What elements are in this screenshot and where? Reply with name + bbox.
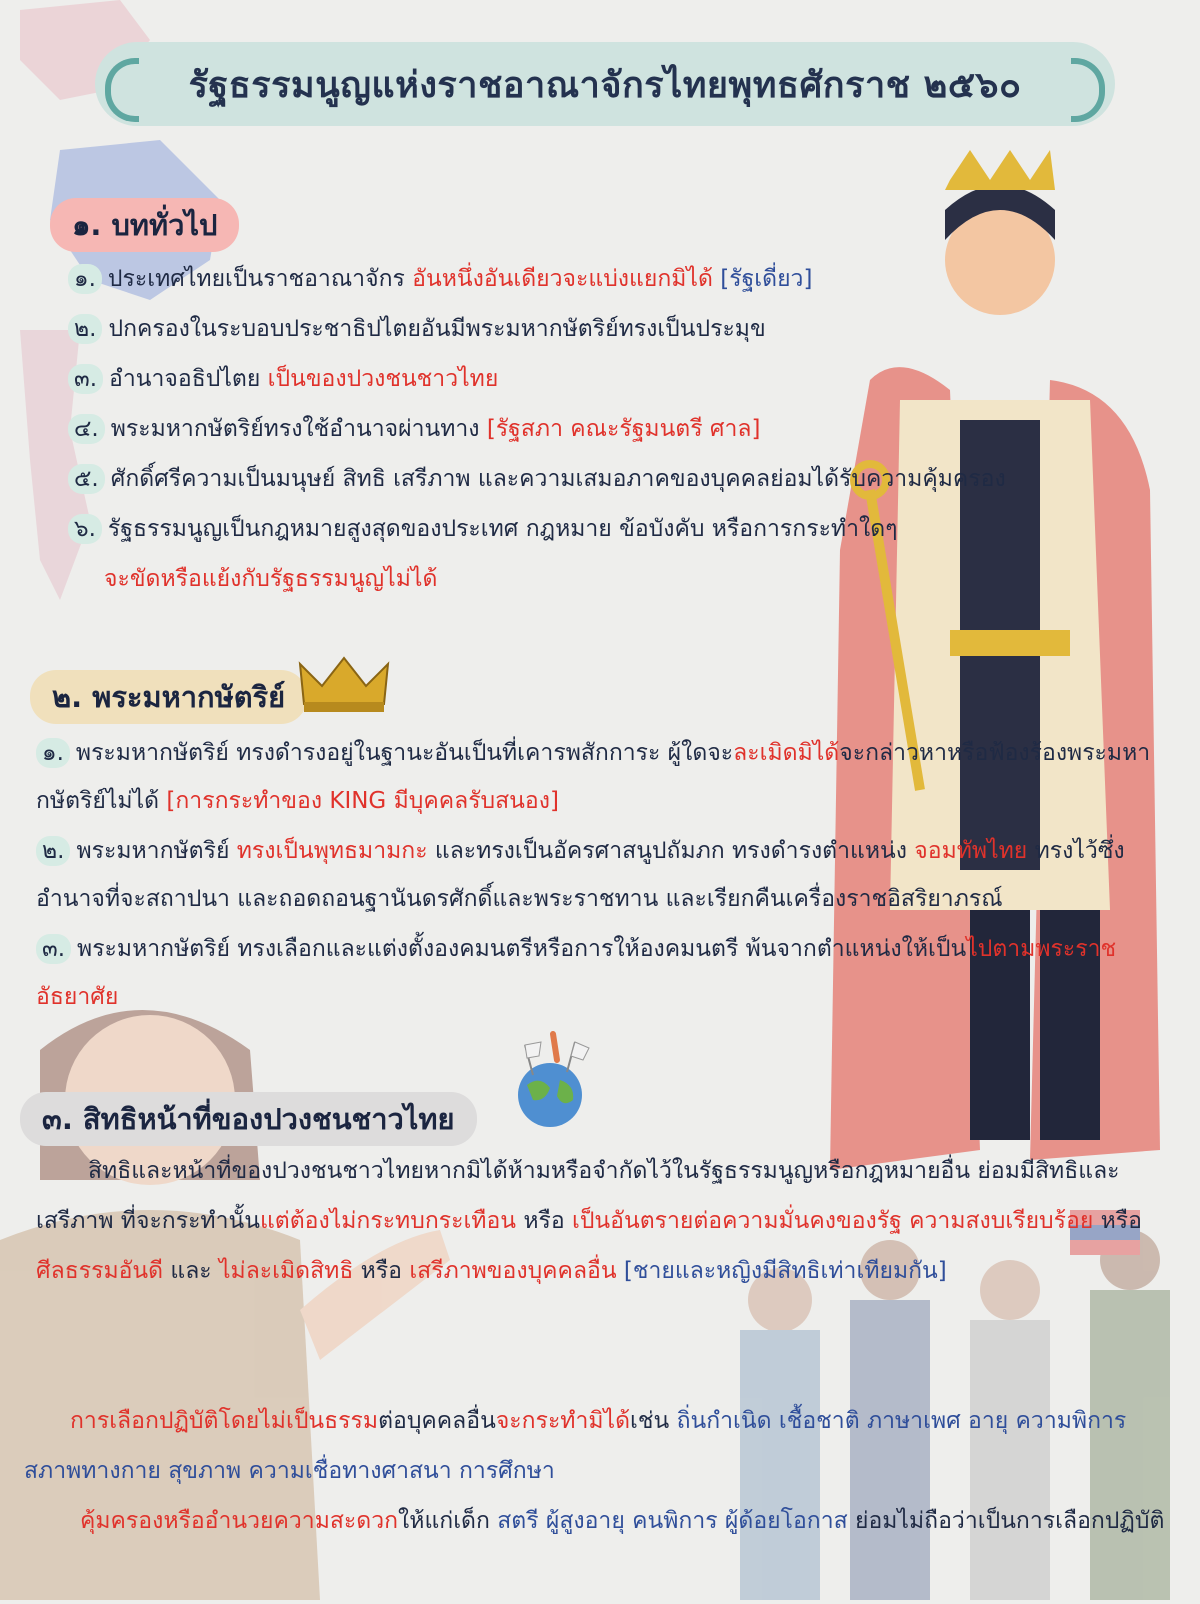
section-1-item [68,514,898,544]
item-text: เช่น [630,1408,677,1434]
section-3-line-4 [70,1406,1126,1436]
item-text: กษัตริย์ไม่ได้ [36,788,167,814]
item-text: รัฐธรรมนูญเป็นกฎหมายสูงสุดของประเทศ กฎหมาย ข้อบังคับ หรือการกระทำใดๆ [107,516,898,542]
item-text: ทรงไว้ซึ่ง [1027,838,1125,864]
item-highlight: คุ้มครองหรืออำนวยความสะดวก [80,1508,399,1534]
item-highlight: แต่ต้องไม่กระทบกระเทือน [259,1208,517,1234]
item-bracket: ] [751,416,761,442]
item-number: ๖. [68,514,102,544]
item-highlight: อันหนึ่งอันเดียวจะแบ่งแยกมิได้ [412,266,713,292]
section-1-item [68,364,498,394]
item-number: ๕. [68,464,105,494]
section-3-line-6 [80,1506,1164,1536]
item-text: หรือ [353,1258,410,1284]
section-3-line-5: สภาพทางกาย สุขภาพ ความเชื่อทางศาสนา การศึกษา [24,1458,555,1484]
item-text: ต่อบุคคลอื่น [378,1408,496,1434]
section-2-paragraph-2-line-1 [36,836,1125,866]
item-text: ให้แก่เด็ก [398,1508,498,1534]
item-number: ๒. [68,314,102,344]
item-text: พระมหากษัตริย์ [76,838,237,864]
item-highlight: เป็นอันตรายต่อความมั่นคงของรัฐ ความสงบเรียบร้อย [571,1208,1094,1234]
item-note: [รัฐเดี่ยว] [712,266,813,292]
item-highlight: เสรีภาพของบุคคลอื่น [409,1258,617,1284]
item-text: ศักดิ์ศรีความเป็นมนุษย์ สิทธิ เสรีภาพ และความเสมอภาคของบุคคลย่อมได้รับความคุ้มครอง [110,466,1006,492]
item-text: เสรีภาพ ที่จะกระทำนั้น [36,1208,260,1234]
item-highlight: จอมทัพไทย [914,838,1028,864]
section-2-heading: ๒. พระมหากษัตริย์ [30,670,307,724]
section-1-item-continuation: จะขัดหรือแย้งกับรัฐธรรมนูญไม่ได้ [104,566,438,592]
item-highlight: ทรงเป็นพุทธมามกะ [236,838,428,864]
section-2-paragraph-3-line-1 [36,934,1116,964]
item-number: ๓. [68,364,103,394]
section-1-item [68,464,1006,494]
king-illustration [830,150,1160,1190]
item-text: อำนาจอธิปไตย [109,366,268,392]
section-1-item [68,264,812,294]
section-3-heading: ๓. สิทธิหน้าที่ของปวงชนชาวไทย [20,1092,477,1146]
item-number: ๔. [68,414,105,444]
item-text: พระมหากษัตริย์ทรงใช้อำนาจผ่านทาง [110,416,487,442]
item-number: ๑. [36,738,70,768]
item-bracket: [ [486,416,496,442]
section-1-item [68,314,766,344]
globe-icon [505,1030,595,1130]
section-3-line-1: สิทธิและหน้าที่ของปวงชนชาวไทยหากมิได้ห้ามหรือจำกัดไว้ในรัฐธรรมนูญหรือกฎหมายอื่น ย่อมมีสิทธิและ [88,1158,1120,1184]
item-highlight: ไม่ละเมิดสิทธิ [218,1258,354,1284]
item-text: และทรงเป็นอัครศาสนูปถัมภก ทรงดำรงตำแหน่ง [427,838,915,864]
item-note: [ชายและหญิงมีสิทธิเท่าเทียมกัน] [616,1258,947,1284]
section-2-paragraph-1-line-2 [36,786,559,816]
item-highlight: เป็นของปวงชนชาวไทย [267,366,499,392]
item-text: หรือ [516,1208,572,1234]
section-2-paragraph-1-line-1 [36,738,1150,768]
item-highlight: รัฐสภา คณะรัฐมนตรี ศาล [495,416,752,442]
page-title: รัฐธรรมนูญแห่งราชอาณาจักรไทยพุทธศักราช ๒๕๖๐ [188,64,1022,106]
item-number: ๓. [36,934,71,964]
item-highlight: ละเมิดมิได้ [733,740,840,766]
section-1-item [68,414,761,444]
item-number: ๒. [36,836,70,866]
section-1-heading: ๑. บททั่วไป [50,198,239,252]
crown-icon [298,656,390,714]
item-text: พระมหากษัตริย์ ทรงเลือกและแต่งตั้งองคมนตรีหรือการให้องคมนตรี พ้นจากตำแหน่งให้เป็น [77,936,967,962]
left-bracket-icon [105,58,139,122]
right-bracket-icon [1071,58,1105,122]
item-highlight: ไปตามพระราช [966,936,1117,962]
item-note: สตรี ผู้สูงอายุ คนพิการ ผู้ด้อยโอกาส [497,1508,848,1534]
item-highlight: ศีลธรรมอันดี [36,1258,164,1284]
item-number: ๑. [68,264,102,294]
item-highlight: การเลือกปฏิบัติโดยไม่เป็นธรรม [70,1408,379,1434]
section-2-paragraph-3-line-2: อัธยาศัย [36,984,119,1010]
section-3-line-2 [36,1206,1142,1236]
item-text: และ [163,1258,219,1284]
section-3-line-3 [36,1256,947,1286]
item-text: จะกล่าวหาหรือฟ้องร้องพระมหา [839,740,1151,766]
item-note: [การกระทำของ KING มีบุคคลรับสนอง] [166,788,559,814]
item-note: ถิ่นกำเนิด เชื้อชาติ ภาษาเพศ อายุ ความพิการ [676,1408,1127,1434]
title-bar [95,42,1115,126]
item-text: ปกครองในระบอบประชาธิปไตยอันมีพระมหากษัตริย์ทรงเป็นประมุข [108,316,766,342]
item-text: ประเทศไทยเป็นราชอาณาจักร [107,266,413,292]
section-2-paragraph-2-line-2: อำนาจที่จะสถาปนา และถอดถอนฐานันดรศักดิ์และพระราชทาน และเรียกคืนเครื่องราชอิสริยาภรณ์ [36,886,1003,912]
item-text: พระมหากษัตริย์ ทรงดำรงอยู่ในฐานะอันเป็นที่เคารพสักการะ ผู้ใดจะ [75,740,734,766]
item-text: ย่อมไม่ถือว่าเป็นการเลือกปฏิบัติ [847,1508,1165,1534]
item-text: หรือ [1093,1208,1142,1234]
item-highlight: จะกระทำมิได้ [495,1408,631,1434]
